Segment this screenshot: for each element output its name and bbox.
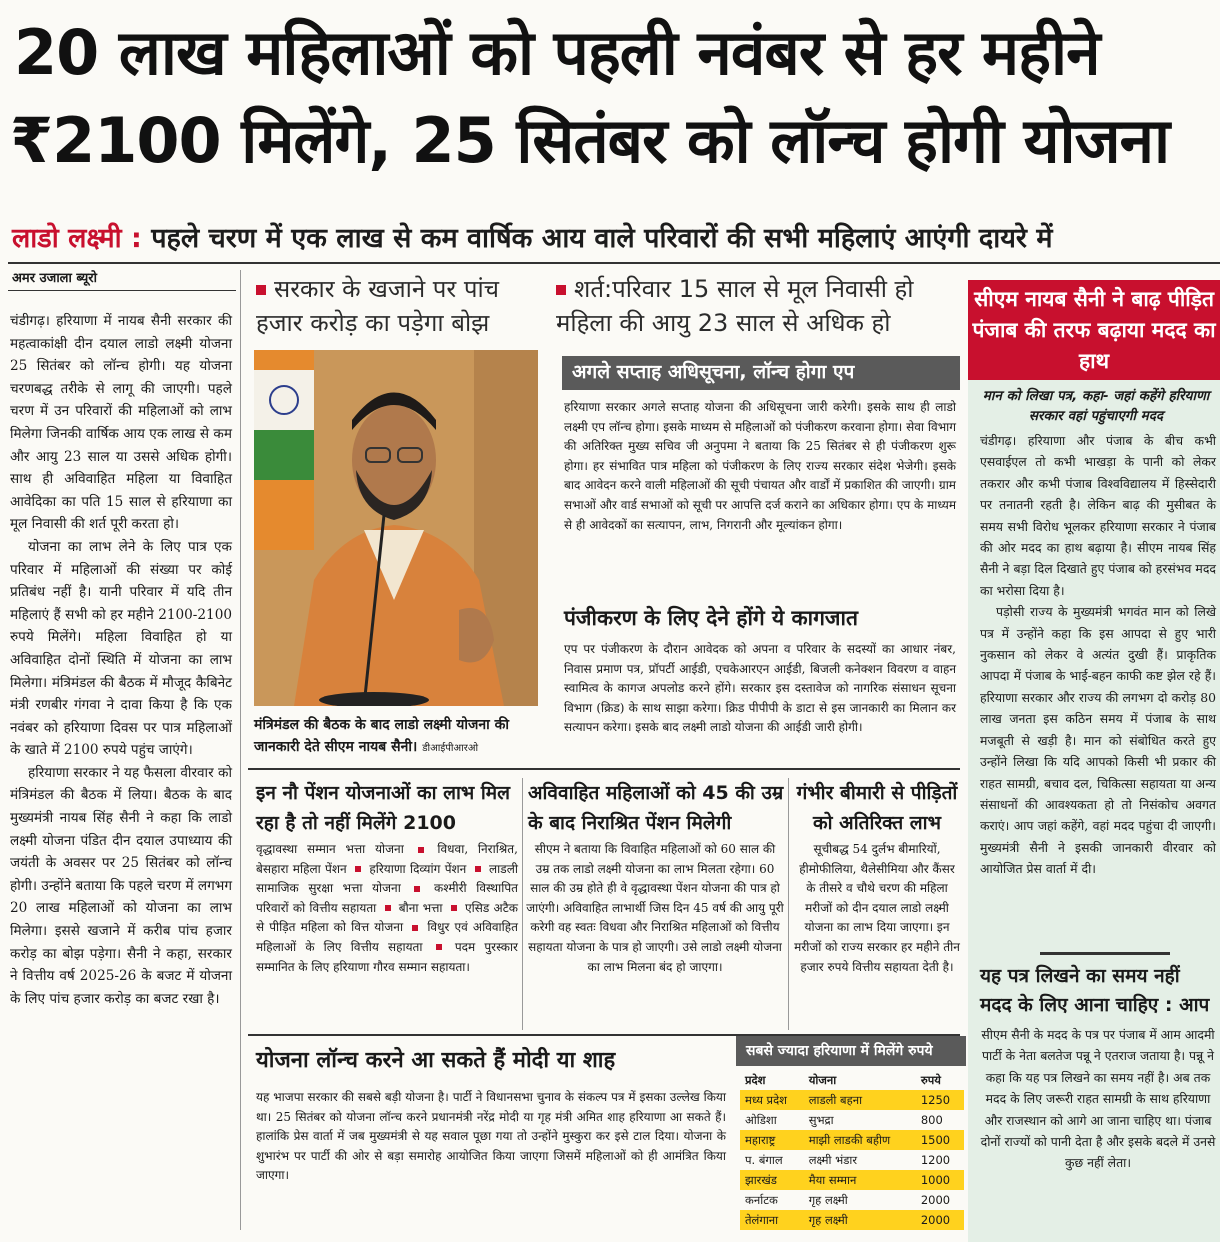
headline-line-1: 20 लाख महिलाओं को पहली नवंबर से हर महीने <box>14 16 1100 89</box>
photo-caption: मंत्रिमंडल की बैठक के बाद लाडो लक्ष्मी योजना की जानकारी देते सीएम नायब सैनी। डीआईपीआरओ <box>254 717 509 755</box>
documents-text: एप पर पंजीकरण के दौरान आवेदक को अपना व परिवार के सदस्यों का आधार नंबर, निवास प्रमाण पत्र, प्रॉपर्टी आईडी, एचकेआरएन आईडी, बिजली कनेक्शन विवरण व वाहन स्वामित्व के कागज अपलोड करने होंगे। सरकार इस दस्तावेज को नागरिक संसाधन सूचना विभाग (क्रिड) के साथ साझा करेगा। क्रिड पीपीपी के डाटा से इस जानकारी का मिलान कर सत्यापन करेगा। इसके बाद लक्ष्मी लाडो योजना की आईडी जारी होगी। <box>564 642 956 735</box>
punjab-kicker: मान को लिखा पत्र, कहा- जहां कहेंगे हरियाणा सरकार वहां पहुंचाएगी मदद <box>982 388 1210 424</box>
punjab-p1: चंडीगढ़। हरियाणा और पंजाब के बीच कभी एसवाईएल तो कभी भाखड़ा के पानी को लेकर तकरार और कभी पंजाब विश्वविद्यालय में हिस्सेदारी पर तनातनी रहती है। लेकिन बाढ़ की मुसीबत के समय सभी विरोध भूलकर हरियाणा सरकार ने पंजाब की ओर मदद का हाथ बढ़ाया है। सीएम नायब सिंह सैनी ने बड़ा दिल दिखाते हुए पंजाब को हरसंभव मदद का भरोसा दिया है। <box>980 433 1216 598</box>
headline-line-2: ₹2100 मिलेंगे, 25 सितंबर को लॉन्च होगी योजना <box>10 104 1170 177</box>
bullet-highlight-1: सरकार के खजाने पर पांच हजार करोड़ का पड़ेगा बोझ <box>256 275 499 337</box>
pension-item: कश्मीरी विस्थापित परिवारों को वित्तीय सहायता <box>256 881 518 915</box>
unmarried-title: अविवाहित महिलाओं को 45 की उम्र के बाद निराश्रित पेंशन मिलेगी <box>528 782 784 834</box>
byline: अमर उजाला ब्यूरो <box>12 271 97 286</box>
table-row: प. बंगाल लक्ष्मी भंडार 1200 <box>745 1152 951 1167</box>
pensions-list <box>256 840 518 977</box>
col-divider-3 <box>788 778 789 1030</box>
notification-text: हरियाणा सरकार अगले सप्ताह योजना की अधिसूचना जारी करेगी। इसके साथ ही लाडो लक्ष्मी एप लॉन्च होगा। इसके माध्यम से महिलाओं को पंजीकरण करवाना होगा। सेवा विभाग की अतिरिक्त मुख्य सचिव जी अनुपमा ने बताया कि 25 सितंबर से ही पंजीकरण शुरू होगा। हर संभावित पात्र महिला को पंजीकरण के लिए राज्य सरकार संदेश भेजेगी। इसके बाद आवेदन करने वाली महिलाओं की सूची पंचायत और वार्डों में प्रकाशित की जाएगी। ग्राम सभाओं और वार्ड सभाओं को सूची पर आपत्ति दर्ज कराने का अधिकार होगा। एप के माध्यम से ही आवेदकों का सत्यापन, लाभ, निगरानी और मूल्यांकन होगा। <box>564 400 956 532</box>
mid-rule <box>248 768 960 770</box>
byline-rule <box>8 290 236 291</box>
subheadline <box>12 218 1217 255</box>
main-story-p2: योजना का लाभ लेने के लिए पात्र एक परिवार में महिलाओं की संख्या पर कोई प्रतिबंध नहीं है। यानी परिवार में यदि तीन महिलाएं हैं सभी को हर महीने 2100-2100 रुपये मिलेंगे। महिला विवाहित हो या अविवाहित दोनों स्थिति में योजना का लाभ मिलेगा। मंत्रिमंडल की बैठक में मौजूद कैबिनेट मंत्री रणबीर गंगवा ने दावा किया है कि एक नवंबर को हरियाणा दिवस पर पात्र महिलाओं के खाते में 2100 रुपये पहुंच जाएंगे। <box>10 538 232 759</box>
pension-item: एसिड अटैक से पीड़ित महिला को वित्त योजना <box>256 900 518 935</box>
bullet-marker <box>556 285 566 295</box>
table-row: ओडिशा सुभद्रा 800 <box>745 1112 943 1127</box>
main-story-p1: चंडीगढ़। हरियाणा में नायब सैनी सरकार की महत्वाकांक्षी दीन दयाल लाडो लक्ष्मी योजना 25 सितंबर को लॉन्च होगी। यह योजना चरणबद्ध तरीके से लागू की जाएगी। पहले चरण में उन परिवारों की महिलाओं को लाभ मिलेगा जिनकी वार्षिक आय एक लाख से कम और आयु 23 साल या उससे अधिक होगी। साथ ही अविवाहित महिला या विवाहित आवेदिका का पति 15 साल से हरियाणा का मूल निवासी की शर्त पूरी करता हो। <box>10 313 232 533</box>
punjab-sub-rule <box>1040 952 1170 955</box>
punjab-p2: पड़ोसी राज्य के मुख्यमंत्री भगवंत मान को लिखे पत्र में उन्होंने कहा कि इस आपदा से हुए भारी नुकसान को लेकर वे अत्यंत दुखी हैं। प्राकृतिक आपदा में पंजाब के भाई-बहन काफी कष्ट झेल रहे हैं। हरियाणा सरकार और राज्य की लगभग दो करोड़ 80 लाख जनता इस कठिन समय में पंजाब के साथ मजबूती से खड़ी है। मान को संबोधित करते हुए उन्होंने लिखा कि यदि आपको किसी भी प्रकार की राहत सामग्री, बचाव दल, चिकित्सा सहायता या अन्य संसाधनों की आवश्यकता हो तो निसंकोच अवगत कराएं। आप जहां कहेंगे, वहां मदद पहुंचा दी जाएगी। मुख्यमंत्री सैनी ने इसकी जानकारी वीरवार को आयोजित प्रेस वार्ता में दी। <box>980 604 1216 877</box>
pension-item: विधवा, निराश्रित, बेसहारा महिला पेंशन <box>256 842 518 876</box>
main-story <box>10 310 232 1010</box>
subheadline-label: लाडो लक्ष्मी : <box>12 223 142 254</box>
table-row: कर्नाटक गृह लक्ष्मी 2000 <box>745 1192 951 1207</box>
cm-photo <box>254 350 538 706</box>
table-header-row <box>740 1070 964 1090</box>
pension-item: वृद्धावस्था सम्मान भत्ता योजना <box>256 842 404 856</box>
table-header: प्रदेश <box>745 1072 766 1087</box>
top-rule <box>8 262 1220 264</box>
punjab-p3: सीएम सैनी के मदद के पत्र पर पंजाब में आम आदमी पार्टी के नेता बलतेज पन्नू ने एतराज जताया है। पन्नू ने कहा कि यह पत्र लिखने का समय नहीं है। अब तक मदद के लिए जरूरी राहत सामग्री के साथ हरियाणा और राजस्थान को आगे आ जाना चाहिए था। पंजाब दोनों राज्यों को पानी देता है और इसके बदले में उनसे कुछ नहीं लेता। <box>980 1027 1216 1171</box>
table-row: मध्य प्रदेश लाडली बहना 1250 <box>740 1090 964 1110</box>
illness-title: गंभीर बीमारी से पीड़ितों को अतिरिक्त लाभ <box>796 782 958 834</box>
table-header: योजना <box>808 1072 837 1087</box>
punjab-title: सीएम नायब सैनी ने बाढ़ पीड़ित पंजाब की तरफ बढ़ाया मदद का हाथ <box>968 280 1220 380</box>
notification-title: अगले सप्ताह अधिसूचना, लॉन्च होगा एप <box>562 356 960 390</box>
table-title: सबसे ज्यादा हरियाणा में मिलेंगे रुपये <box>736 1036 966 1066</box>
pension-item: बौना भत्ता <box>398 900 443 915</box>
pensions-title: इन नौ पेंशन योजनाओं का लाभ मिल रहा है तो नहीं मिलेंगे 2100 <box>256 782 511 834</box>
pension-item: पदम पुरस्कार सम्मानित के लिए हरियाणा गौरव सम्मान सहायता। <box>256 939 518 974</box>
main-story-p3: हरियाणा सरकार ने यह फैसला वीरवार को मंत्रिमंडल की बैठक में लिया। बैठक के बाद मुख्यमंत्री नायब सिंह सैनी ने कहा कि लाडो लक्ष्मी योजना पंडित दीन दयाल उपाध्याय की जयंती के अवसर पर 25 सितंबर को लॉन्च होगी। उन्होंने बताया कि पहले चरण में लगभग 20 लाख महिलाओं को योजना का लाभ मिलेगा। इससे खजाने में करीब पांच हजार करोड़ का बोझ पड़ेगा। सैनी ने कहा, सरकार ने वित्तीय वर्ष 2025-26 के बजट में योजना के लिए पांच हजार करोड़ का बजट रखा है। <box>10 764 232 1007</box>
modi-text: यह भाजपा सरकार की सबसे बड़ी योजना है। पार्टी ने विधानसभा चुनाव के संकल्प पत्र में इसका उल्लेख किया था। 25 सितंबर को योजना लॉन्च करने प्रधानमंत्री नरेंद्र मोदी या गृह मंत्री अमित शाह हरियाणा आ सकते हैं। हालांकि प्रेस वार्ता में जब मुख्यमंत्री से यह सवाल पूछा गया तो उन्होंने मुस्कुरा कर इसे टाल दिया। योजना के शुभारंभ पर पार्टी की ओर से बड़ा समारोह आयोजित किया जाएगा जिसमें महिलाओं को ही आमंत्रित किया जाएगा। <box>256 1090 726 1183</box>
pension-item: हरियाणा दिव्यांग पेंशन <box>369 861 467 876</box>
unmarried-text: सीएम ने बताया कि विवाहित महिलाओं को 60 साल की उम्र तक लाडो लक्ष्मी योजना का लाभ मिलता रहेगा। 60 साल की उम्र होते ही वे वृद्धावस्था पेंशन योजना की पात्र हो जाएंगी। अविवाहित लाभार्थी जिस दिन 45 वर्ष की आयु पूरी करेगी वह स्वतः विधवा और निराश्रित महिलाओं को वित्तीय सहायता योजना के पात्र हो जाएगी। उसे लाडो लक्ष्मी योजना का लाभ मिलना बंद हो जाएगा। <box>526 842 784 974</box>
documents-title: पंजीकरण के लिए देने होंगे ये कागजात <box>564 606 858 630</box>
punjab-story <box>980 430 1216 880</box>
modi-title: योजना लॉन्च करने आ सकते हैं मोदी या शाह <box>256 1048 616 1073</box>
bullet-highlight-2: शर्त:परिवार 15 साल से मूल निवासी हो महिला की आयु 23 साल से अधिक हो <box>556 275 914 337</box>
pension-item: विधुर एवं अविवाहित महिलाओं के लिए वित्तीय सहायता <box>256 920 518 954</box>
illness-text: सूचीबद्ध 54 दुर्लभ बीमारियों, हीमोफीलिया, थैलेसीमिया और कैंसर के तीसरे व चौथे चरण की महिला मरीजों को दीन दयाल लाडो लक्ष्मी योजना का लाभ दिया जाएगा। इन मरीजों को राज्य सरकार हर महीने तीन हजार रुपये वित्तीय सहायता देती है। <box>794 842 960 974</box>
states-table <box>740 1070 964 1230</box>
col-divider-2 <box>522 778 523 1030</box>
table-header: रुपये <box>920 1072 941 1087</box>
photo-credit: डीआईपीआरओ <box>422 743 479 754</box>
pension-item: लाडली सामाजिक सुरक्षा भत्ता योजना <box>256 861 518 896</box>
col-divider-1 <box>240 270 241 1230</box>
subheadline-text: पहले चरण में एक लाख से कम वार्षिक आय वाले परिवारों की सभी महिलाएं आएंगी दायरे में <box>141 223 1053 254</box>
table-row: झारखंड मैया सम्मान 1000 <box>740 1170 964 1190</box>
punjab-sub-title: यह पत्र लिखने का समय नहीं मदद के लिए आना चाहिए : आप <box>980 965 1210 1016</box>
bullet-marker <box>256 285 266 295</box>
table-row: महाराष्ट्र माझी लाडकी बहीण 1500 <box>740 1130 964 1150</box>
table-row: तेलंगाना गृह लक्ष्मी 2000 <box>740 1210 964 1230</box>
